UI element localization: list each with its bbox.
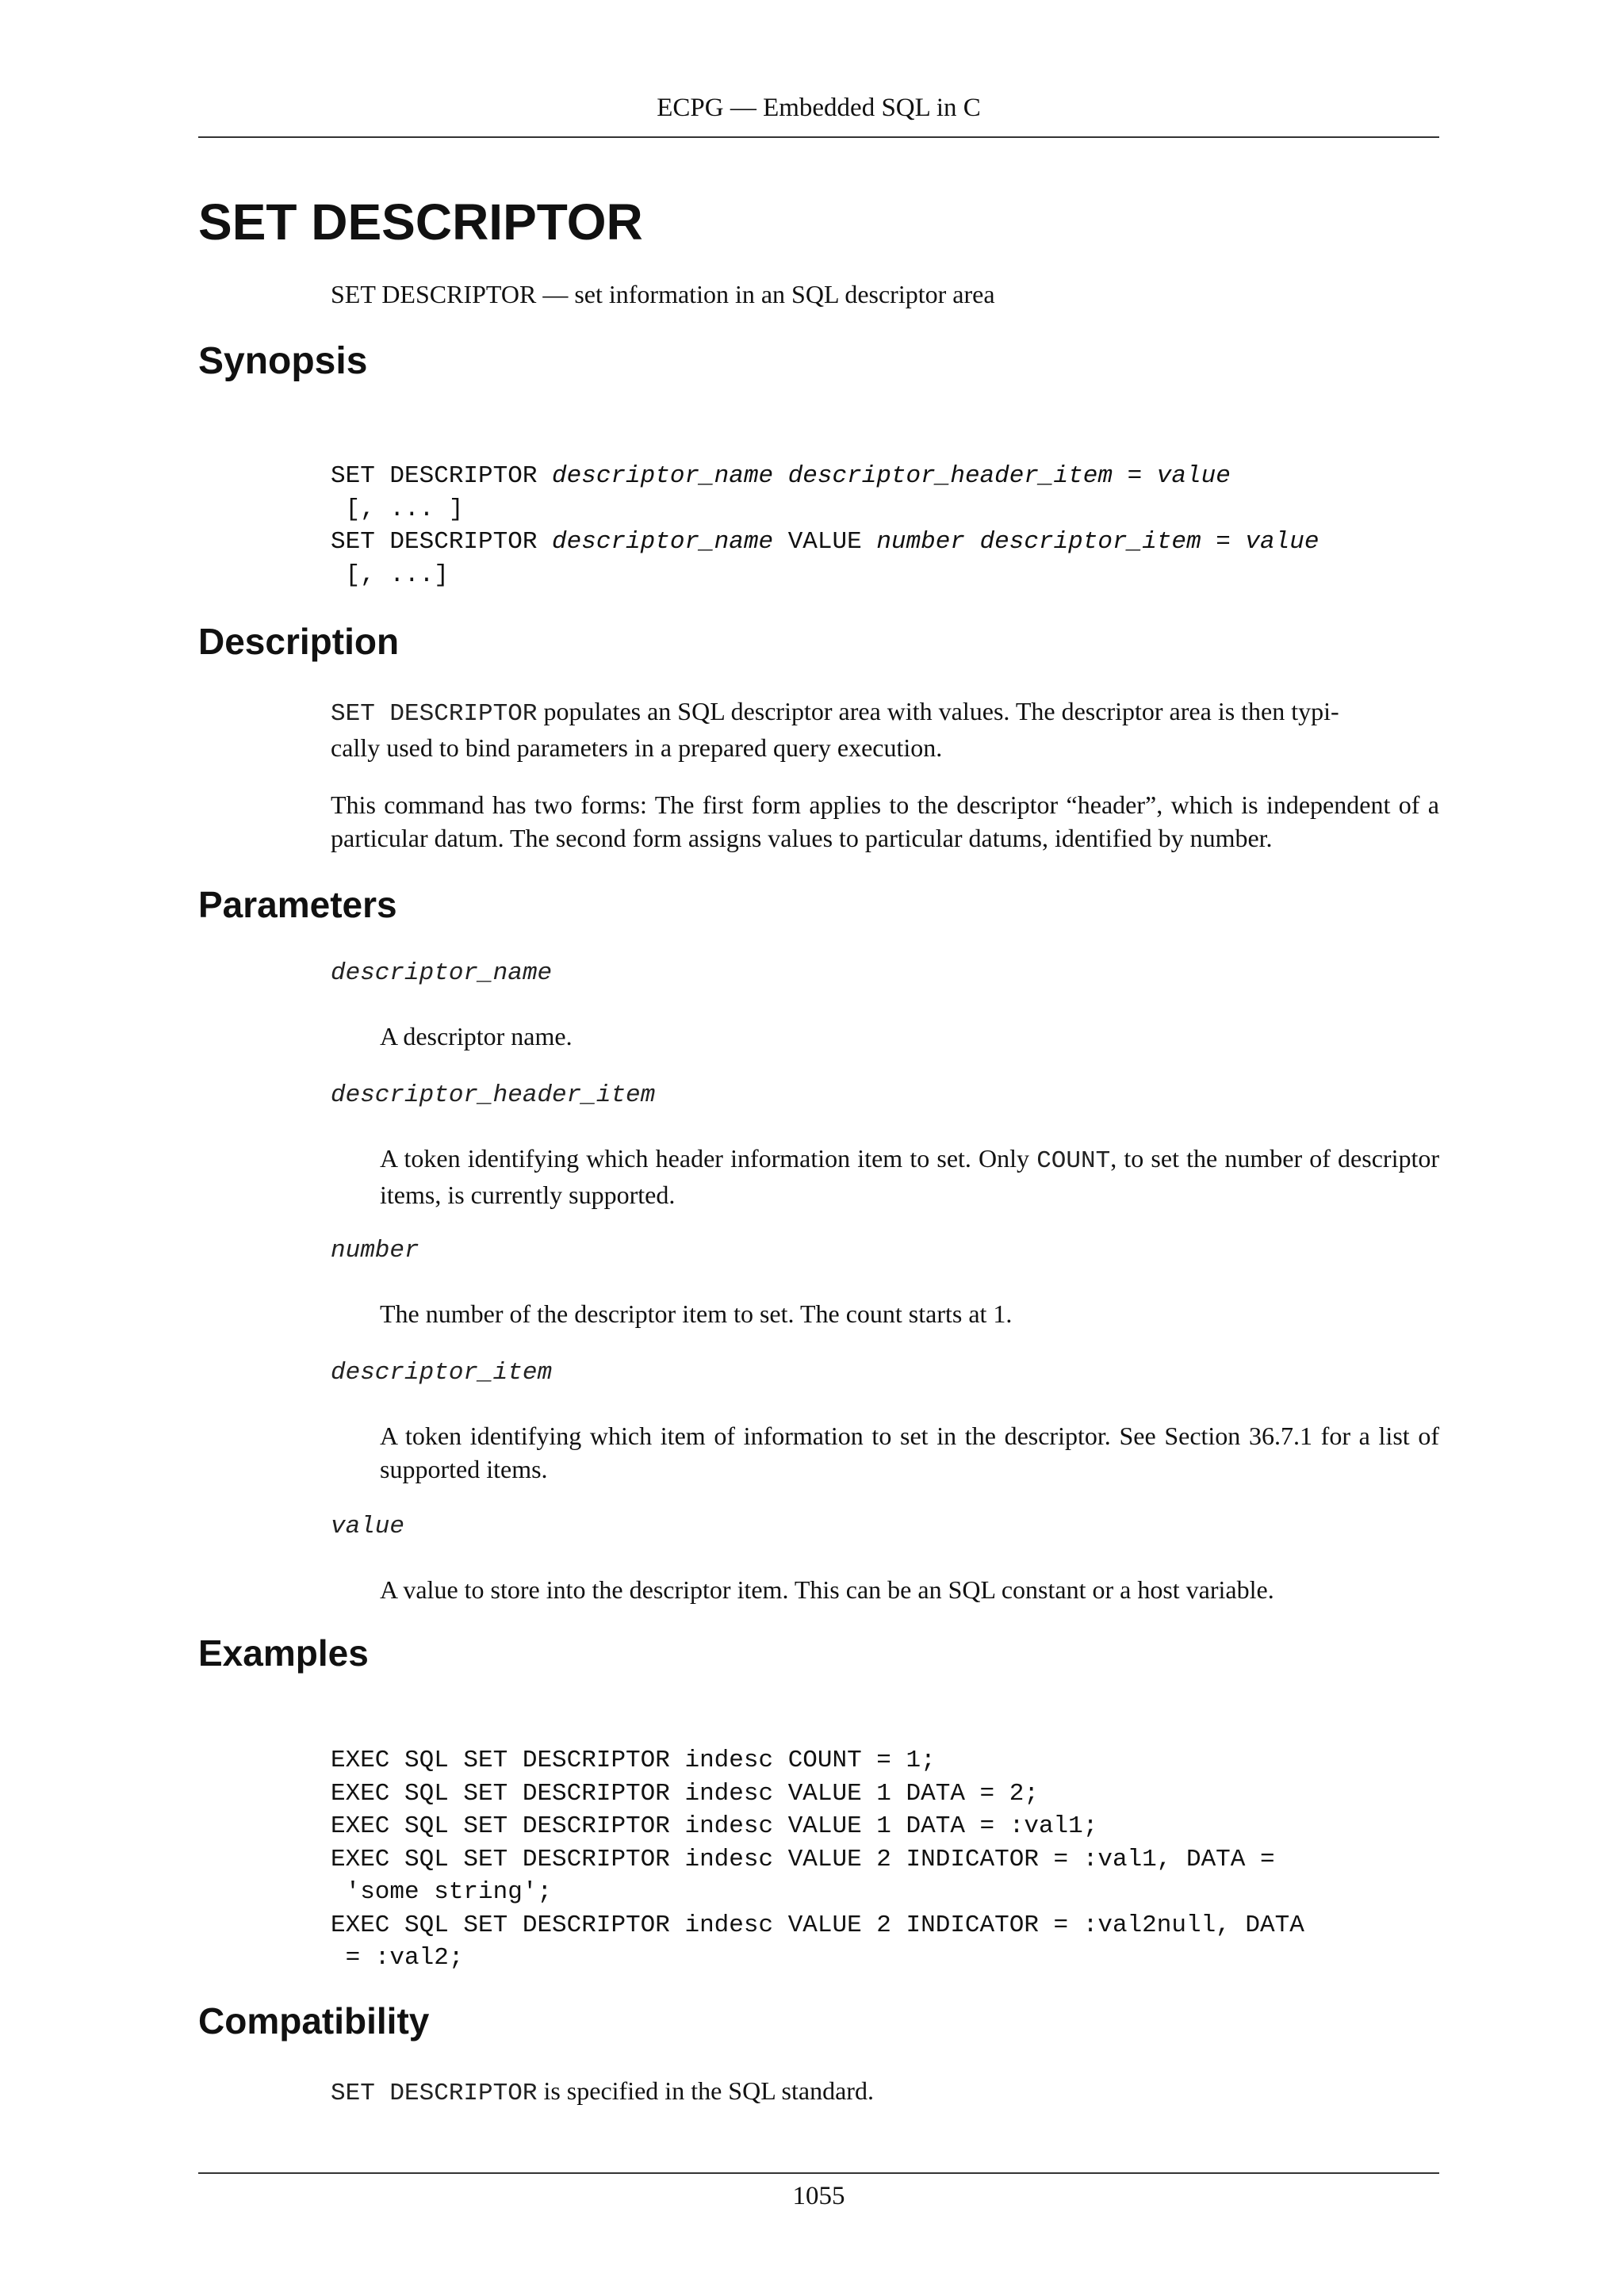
param-term: value xyxy=(331,1513,405,1540)
param-term-descriptor-name xyxy=(331,959,1439,987)
running-header: ECPG — Embedded SQL in C xyxy=(657,94,981,122)
param-term-value xyxy=(331,1513,1439,1540)
description-paragraph-2: This command has two forms: The first form applies to the descriptor “header”, which is independent of a particular datum. The second form assigns values to particular datums, identified by number. xyxy=(331,790,1439,852)
inline-code: SET DESCRIPTOR xyxy=(331,2080,538,2107)
synopsis-keyword: SET DESCRIPTOR xyxy=(331,528,553,556)
param-def-number: The number of the descriptor item to set. The count starts at 1. xyxy=(380,1299,1013,1328)
param-def-value: A value to store into the descriptor item. This can be an SQL constant or a host variable. xyxy=(380,1575,1274,1604)
examples-heading: Examples xyxy=(198,1632,369,1674)
param-term-descriptor-header-item xyxy=(331,1081,1439,1109)
synopsis-keyword: SET DESCRIPTOR xyxy=(331,462,553,490)
param-term: descriptor_name xyxy=(331,959,553,987)
synopsis-arg: number xyxy=(876,528,965,556)
page-number: 1055 xyxy=(792,2182,845,2210)
synopsis-line-1-cont: [, ... ] xyxy=(331,495,464,523)
synopsis-line-2-cont: [, ...] xyxy=(331,561,449,589)
description-paragraph-1 xyxy=(331,695,1439,764)
compatibility-paragraph xyxy=(331,2074,1439,2110)
param-term: number xyxy=(331,1237,419,1265)
synopsis-line-1 xyxy=(331,460,1439,493)
inline-code: COUNT xyxy=(1036,1147,1111,1175)
inline-code: SET DESCRIPTOR xyxy=(331,700,538,728)
param-def-descriptor-item: A token identifying which item of information to set in the descriptor. See Section 36.7.1 for a list of supported items. xyxy=(380,1422,1439,1483)
paragraph-text: populates an SQL descriptor area with values. The descriptor area is then typi- xyxy=(537,697,1339,725)
synopsis-equals: = xyxy=(1201,528,1246,556)
examples-code-block: EXEC SQL SET DESCRIPTOR indesc COUNT = 1; EXEC SQL SET DESCRIPTOR indesc VALUE 1 DATA = 2; EXEC SQL SET DESCRIPTOR indesc VALUE 1 DATA = :val1; EXEC SQL SET DESCRIPTOR indesc VALUE 2 INDICATOR = :val1, DATA = 'some string'; EXEC SQL SET DESCRIPTOR indesc VALUE 2 INDICATOR = :val2null, DATA = :val2; xyxy=(331,1747,1304,1972)
compatibility-heading: Compatibility xyxy=(198,2000,430,2042)
synopsis-space xyxy=(965,528,980,556)
param-term-number xyxy=(331,1237,1439,1265)
header-rule xyxy=(198,136,1439,138)
synopsis-arg: value xyxy=(1245,528,1320,556)
synopsis-equals: = xyxy=(1112,462,1157,490)
paragraph-text: A token identifying which header information item to set. Only xyxy=(380,1144,1037,1173)
paragraph-text: , to set the number of descriptor items, is currently supported. xyxy=(380,1144,1439,1209)
synopsis-arg: descriptor_item xyxy=(979,528,1201,556)
paragraph-text: cally used to bind parameters in a prepared query execution. xyxy=(331,733,943,762)
param-term: descriptor_item xyxy=(331,1359,553,1387)
synopsis-arg: value xyxy=(1156,462,1231,490)
synopsis-arg: descriptor_name xyxy=(552,528,774,556)
synopsis-arg: descriptor_header_item xyxy=(787,462,1113,490)
param-def-descriptor-header-item xyxy=(380,1142,1439,1211)
param-def-descriptor-name: A descriptor name. xyxy=(380,1022,573,1050)
synopsis-space xyxy=(773,462,788,490)
paragraph-text: is specified in the SQL standard. xyxy=(537,2076,874,2105)
refpurpose: SET DESCRIPTOR — set information in an SQL descriptor area xyxy=(331,280,995,308)
synopsis-arg: descriptor_name xyxy=(552,462,774,490)
synopsis-heading: Synopsis xyxy=(198,340,368,382)
synopsis-block xyxy=(331,460,1439,591)
footer-rule xyxy=(198,2172,1439,2174)
page-title: SET DESCRIPTOR xyxy=(198,193,643,251)
param-term-descriptor-item xyxy=(331,1359,1439,1387)
param-term: descriptor_header_item xyxy=(331,1081,656,1109)
synopsis-line-2 xyxy=(331,526,1439,559)
parameters-heading: Parameters xyxy=(198,884,397,925)
synopsis-keyword: VALUE xyxy=(773,528,877,556)
description-heading: Description xyxy=(198,621,400,662)
